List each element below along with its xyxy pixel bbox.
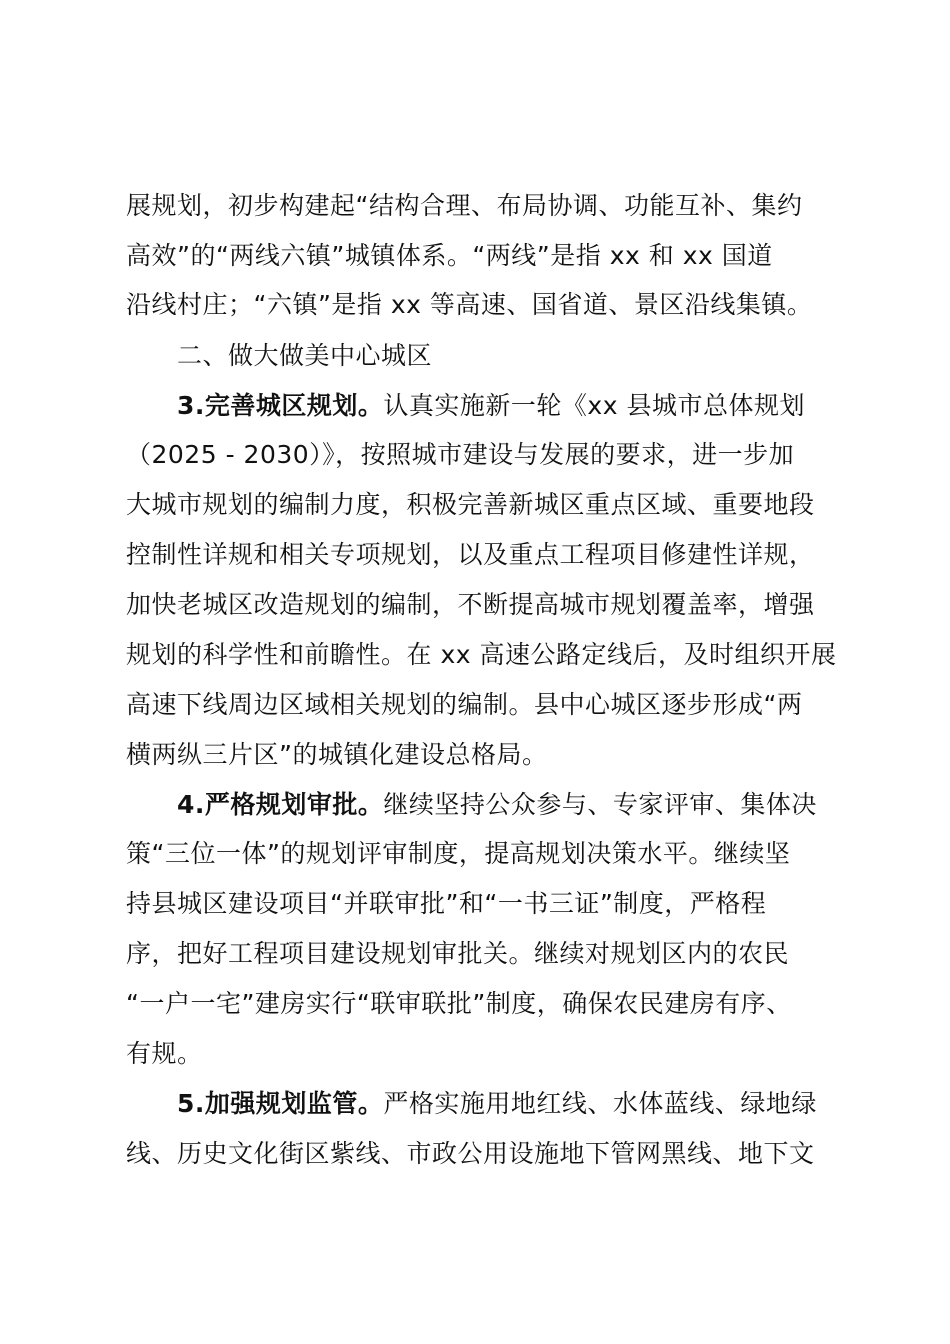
paragraph-line: 控制性详规和相关专项规划，以及重点工程项目修建性详规， — [126, 540, 815, 569]
paragraph-line: 策“三位一体”的规划评审制度，提高规划决策水平。继续坚 — [126, 839, 791, 868]
paragraph-line: 大城市规划的编制力度，积极完善新城区重点区域、重要地段 — [126, 490, 815, 519]
paragraph-line — [177, 389, 805, 423]
section-title: 3.完善城区规划。 — [177, 391, 384, 420]
section-heading: 二、做大做美中心城区 — [177, 341, 433, 370]
paragraph-line: 线、历史文化街区紫线、市政公用设施地下管网黑线、地下文 — [126, 1139, 815, 1168]
paragraph-line: 横两纵三片区”的城镇化建设总格局。 — [126, 740, 548, 769]
paragraph-line: 规划的科学性和前瞻性。在 xx 高速公路定线后，及时组织开展 — [126, 640, 837, 669]
paragraph-line: 持县城区建设项目“并联审批”和“一书三证”制度，严格程 — [126, 889, 767, 918]
paragraph-text: 认真实施新一轮《xx 县城市总体规划 — [383, 391, 805, 420]
paragraph-line — [177, 788, 817, 822]
paragraph-line: 高速下线周边区域相关规划的编制。县中心城区逐步形成“两 — [126, 690, 803, 719]
paragraph-line: 展规划，初步构建起“结构合理、布局协调、功能互补、集约 — [126, 191, 803, 220]
paragraph-line — [177, 1087, 817, 1121]
paragraph-line: 加快老城区改造规划的编制，不断提高城市规划覆盖率，增强 — [126, 590, 815, 619]
paragraph-line: 沿线村庄；“六镇”是指 xx 等高速、国省道、景区沿线集镇。 — [126, 290, 813, 319]
paragraph-line: 序，把好工程项目建设规划审批关。继续对规划区内的农民 — [126, 939, 790, 968]
paragraph-text: 严格实施用地红线、水体蓝线、绿地绿 — [383, 1089, 817, 1118]
paragraph-line: “一户一宅”建房实行“联审联批”制度，确保农民建房有序、 — [126, 989, 792, 1018]
paragraph-line: 高效”的“两线六镇”城镇体系。“两线”是指 xx 和 xx 国道 — [126, 241, 773, 270]
section-title: 4.严格规划审批。 — [177, 790, 384, 819]
section-title: 5.加强规划监管。 — [177, 1089, 384, 1118]
paragraph-line: 有规。 — [126, 1039, 203, 1068]
paragraph-line: （2025 - 2030）》，按照城市建设与发展的要求，进一步加 — [126, 440, 795, 469]
paragraph-text: 继续坚持公众参与、专家评审、集体决 — [383, 790, 817, 819]
